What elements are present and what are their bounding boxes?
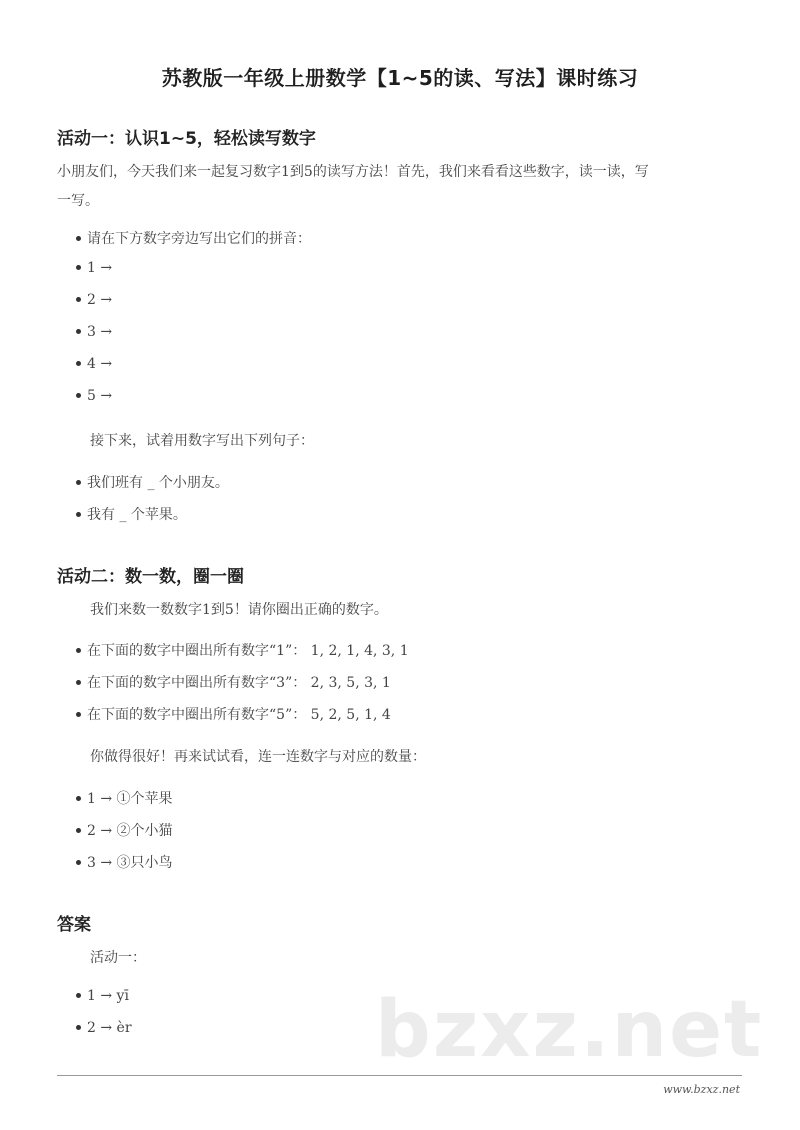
bullet-icon — [76, 680, 81, 685]
answers-sub: 活动一： — [90, 950, 146, 966]
list-item: 我们班有 _ 个小朋友。 — [76, 472, 229, 492]
list-item: 2 → ②个小猫 — [76, 820, 173, 840]
bullet-icon — [76, 1025, 81, 1030]
bullet-icon — [76, 265, 81, 270]
list-item: 4 → — [76, 356, 112, 372]
bullet-icon — [76, 828, 81, 833]
activity1-intro — [57, 158, 747, 216]
watermark: bzxz.net — [375, 985, 764, 1075]
bullet-icon — [76, 512, 81, 517]
list-item: 2 → èr — [76, 1020, 132, 1036]
bullet-icon — [76, 361, 81, 366]
answers-heading: 答案 — [57, 915, 91, 935]
list-item: 在下面的数字中圈出所有数字“1”： 1, 2, 1, 4, 3, 1 — [76, 640, 409, 660]
bullet-icon — [76, 236, 81, 241]
activity1-prompt2: 接下来，试着用数字写出下列句子： — [90, 433, 314, 449]
list-item: 5 → — [76, 388, 112, 404]
bullet-icon — [76, 480, 81, 485]
bullet-icon — [76, 329, 81, 334]
list-item: 1 → yī — [76, 988, 129, 1004]
list-item: 2 → — [76, 292, 112, 308]
list-item: 1 → ①个苹果 — [76, 788, 173, 808]
document-title: 苏教版一年级上册数学【1~5的读、写法】课时练习 — [161, 66, 639, 90]
bullet-icon — [76, 796, 81, 801]
bullet-icon — [76, 648, 81, 653]
activity2-heading: 活动二：数一数，圈一圈 — [57, 567, 244, 587]
activity1-intro-line2: 一写。 — [57, 193, 99, 209]
footer-divider — [57, 1075, 742, 1076]
list-item: 3 → — [76, 324, 112, 340]
bullet-icon — [76, 393, 81, 398]
activity1-intro-line1: 小朋友们，今天我们来一起复习数字1到5的读写方法！首先，我们来看看这些数字，读一读，写 — [57, 164, 649, 180]
bullet-icon — [76, 993, 81, 998]
footer-url: www.bzxz.net — [663, 1083, 740, 1096]
list-item: 3 → ③只小鸟 — [76, 852, 173, 872]
activity2-prompt2: 你做得很好！再来试试看，连一连数字与对应的数量： — [90, 749, 426, 765]
list-item: 请在下方数字旁边写出它们的拼音： — [76, 228, 311, 248]
list-item: 1 → — [76, 260, 112, 276]
activity2-intro: 我们来数一数数字1到5！请你圈出正确的数字。 — [90, 602, 388, 618]
bullet-icon — [76, 860, 81, 865]
activity1-heading: 活动一：认识1~5，轻松读写数字 — [57, 129, 316, 149]
list-item: 在下面的数字中圈出所有数字“3”： 2, 3, 5, 3, 1 — [76, 672, 391, 692]
bullet-icon — [76, 297, 81, 302]
list-item: 在下面的数字中圈出所有数字“5”： 5, 2, 5, 1, 4 — [76, 704, 391, 724]
bullet-icon — [76, 712, 81, 717]
list-item: 我有 _ 个苹果。 — [76, 504, 187, 524]
